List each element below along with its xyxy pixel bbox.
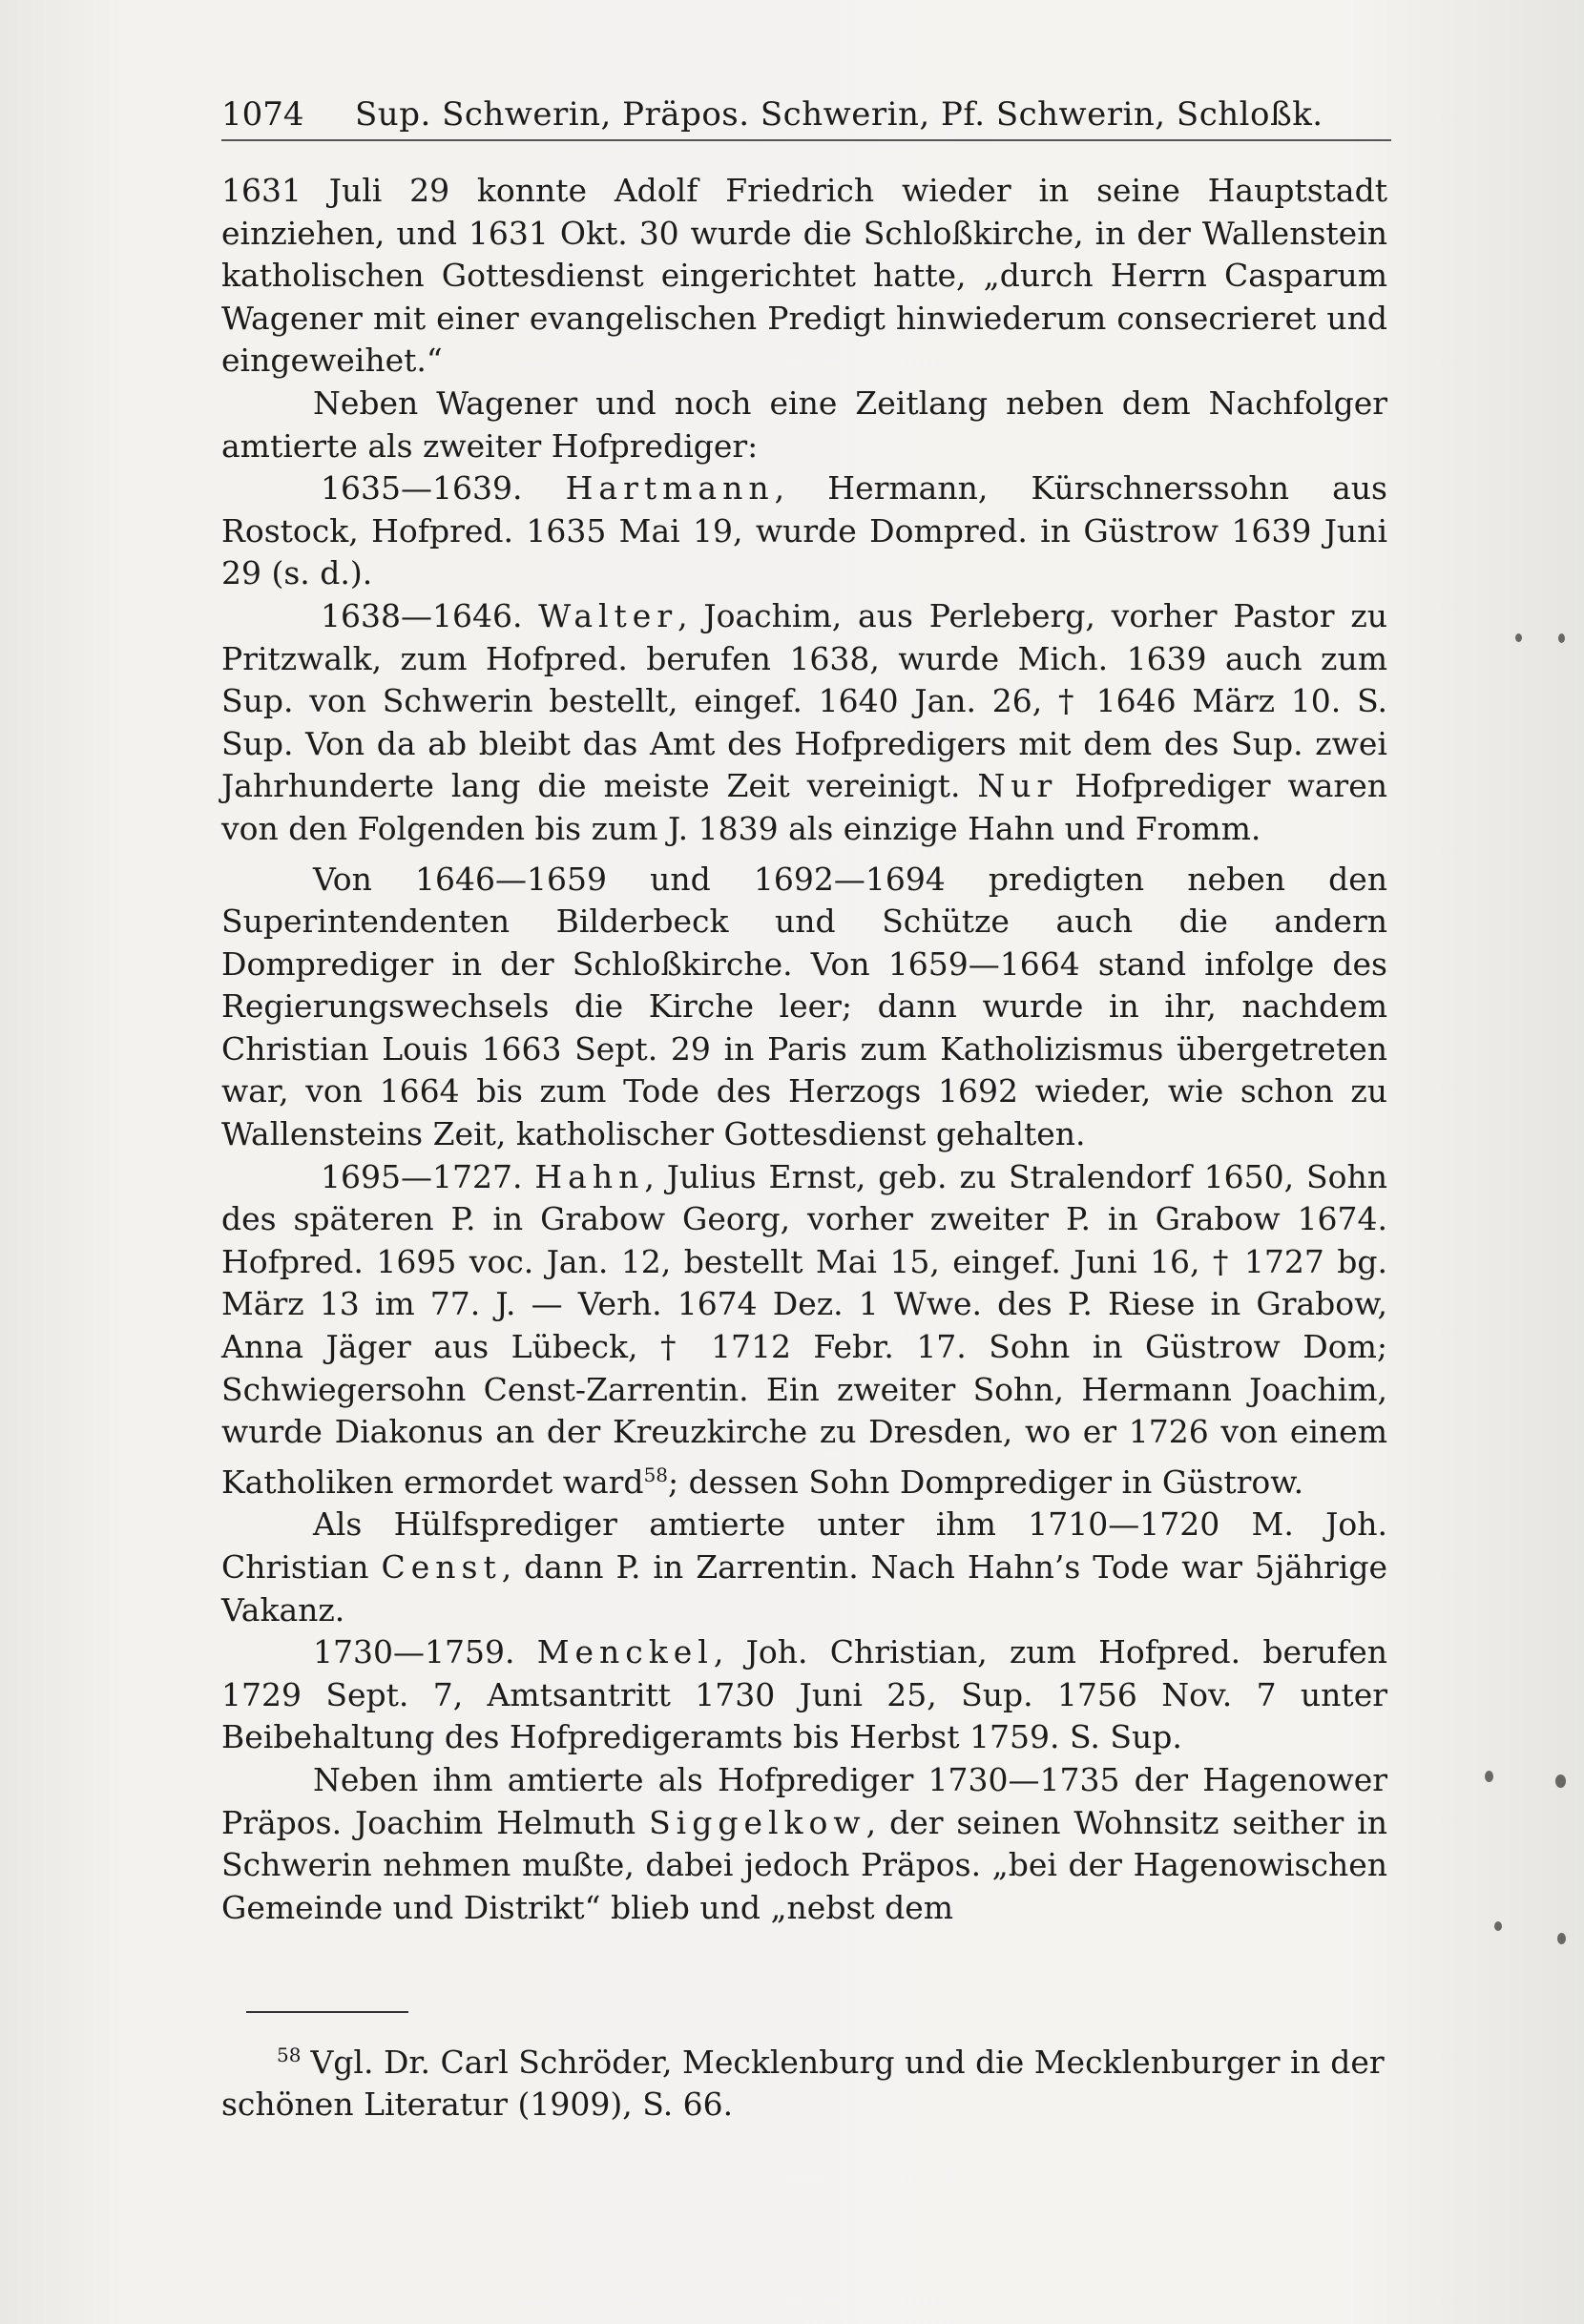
entry-name: Censt xyxy=(381,1548,502,1586)
emphasis-nur: Nur xyxy=(977,767,1058,805)
page-header xyxy=(221,88,1391,141)
entry-hartmann xyxy=(221,467,1387,595)
entry-years: 1638—1646. xyxy=(321,596,539,634)
paragraph-2: Neben Wagener und noch eine Zeitlang neben dem Nachfolger amtierte als zweiter Hofprediger: xyxy=(221,384,1387,465)
scan-speck xyxy=(1515,633,1522,642)
paragraph-9 xyxy=(221,1759,1387,1929)
paragraph-9-text: Neben ihm amtierte als Hofprediger 1730—1735 der Hagenower Präpos. Joachim Helmuth xyxy=(221,1760,1387,1841)
header-rule xyxy=(221,139,1391,141)
entry-text: , Joachim, aus Perleberg, vorher Pastor zu Pritzwalk, zum Hofpred. berufen 1638, wurde Mich. 1639 auch zum Sup. von Schwerin bestellt, eingef. 1640 Jan. 26, † 1646 März 10. S. Sup. Von da ab bleibt das Amt des Hofpredigers mit dem des Sup. zwei Jahrhunderte lang die meiste Zeit vereinigt. xyxy=(221,596,1387,805)
entry-text: , Joh. Christian, zum Hofpred. berufen 1729 Sept. 7, Amtsantritt 1730 Juni 25, Sup. 1756 Nov. 7 unter Beibehaltung des Hofpredigeramts bis Herbst 1759. S. Sup. xyxy=(221,1633,1387,1756)
entry-name: Hahn xyxy=(534,1157,645,1195)
entry-menckel xyxy=(221,1631,1387,1759)
entry-years: 1695—1727. xyxy=(321,1157,535,1195)
scan-speck xyxy=(1494,1921,1502,1931)
entry-name: Siggelkow xyxy=(649,1803,866,1841)
paragraph-7-end: , dann P. in Zarrentin. Nach Hahn’s Tode war 5jährige Vakanz. xyxy=(221,1548,1387,1629)
footnote xyxy=(221,2034,1387,2126)
running-title: Sup. Schwerin, Präpos. Schwerin, Pf. Schwerin, Schloßk. xyxy=(355,95,1323,134)
scan-speck xyxy=(1558,633,1565,643)
footnote-reference: 58 xyxy=(643,1463,669,1486)
entry-years: 1635—1639. xyxy=(321,469,566,508)
entry-walter xyxy=(221,595,1387,851)
entry-text-end: Hofprediger waren von den Folgenden bis zum J. 1839 als einzige Hahn und Fromm. xyxy=(221,767,1387,847)
footnote-text: Vgl. Dr. Carl Schröder, Mecklenburg und die Mecklenburger in der schönen Literatur (1909), S. 66. xyxy=(221,2044,1385,2123)
entry-text: , Julius Ernst, geb. zu Stralendorf 1650, Sohn des späteren P. in Grabow Georg, vorher zweiter P. in Grabow 1674. Hofpred. 1695 voc. Jan. 12, bestellt Mai 15, eingef. Juni 16, † 1727 bg. März 13 im 77. J. — Verh. 1674 Dez. 1 Wwe. des P. Riese in Grabow, Anna Jäger aus Lübeck, † 1712 Febr. 17. Sohn in Güstrow Dom; Schwiegersohn Censt-Zarrentin. Ein zweiter Sohn, Hermann Joachim, wurde Diakonus an der Kreuzkirche zu Dresden, wo er 1726 von einem Katholiken ermordet ward xyxy=(221,1157,1388,1501)
paragraph-7 xyxy=(221,1504,1387,1631)
entry-name: Walter xyxy=(538,596,678,634)
scan-speck xyxy=(1485,1771,1493,1782)
page-number: 1074 xyxy=(221,95,304,134)
paragraph-7-text: Als Hülfsprediger amtierte unter ihm 1710—1720 M. Joh. Christian xyxy=(221,1505,1387,1586)
paragraph-9-end: , der seinen Wohnsitz seither in Schwerin nehmen mußte, dabei jedoch Präpos. „bei der Hagenowischen Gemeinde und Distrikt“ blieb und „nebst dem xyxy=(221,1803,1387,1926)
paragraph-1: 1631 Juli 29 konnte Adolf Friedrich wieder in seine Hauptstadt einziehen, und 1631 Okt. 30 wurde die Schloßkirche, in der Wallenstein katholischen Gottesdienst eingerichtet hatte, „durch Herrn Casparum Wagener mit einer evangelischen Predigt hinwiederum consecrieret und eingeweihet.“ xyxy=(221,172,1387,380)
entry-years: 1730—1759. xyxy=(313,1633,537,1671)
scan-speck xyxy=(1557,1933,1566,1944)
footnote-number: 58 xyxy=(277,2044,302,2066)
entry-text: , Hermann, Kürschnerssohn aus Rostock, Hofpred. 1635 Mai 19, wurde Dompred. in Güstrow 1639 Juni 29 (s. d.). xyxy=(221,469,1387,592)
entry-name: Menckel xyxy=(536,1633,714,1671)
paragraph-5: Von 1646—1659 und 1692—1694 predigten neben den Superintendenten Bilderbeck und Schütze auch die andern Domprediger in der Schloßkirche. Von 1659—1664 stand infolge des Regierungswechsels die Kirche leer; dann wurde in ihr, nachdem Christian Louis 1663 Sept. 29 in Paris zum Katholizismus übergetreten war, von 1664 bis zum Tode des Herzogs 1692 wieder, wie schon zu Wallensteins Zeit, katholischer Gottesdienst gehalten. xyxy=(221,860,1387,1153)
entry-hahn xyxy=(221,1156,1387,1504)
entry-text-end: ; dessen Sohn Domprediger in Güstrow. xyxy=(668,1463,1304,1501)
scan-speck xyxy=(1555,1774,1566,1788)
footnote-rule xyxy=(246,2011,408,2013)
body-text xyxy=(221,170,1387,1929)
entry-name: Hartmann xyxy=(565,469,775,508)
